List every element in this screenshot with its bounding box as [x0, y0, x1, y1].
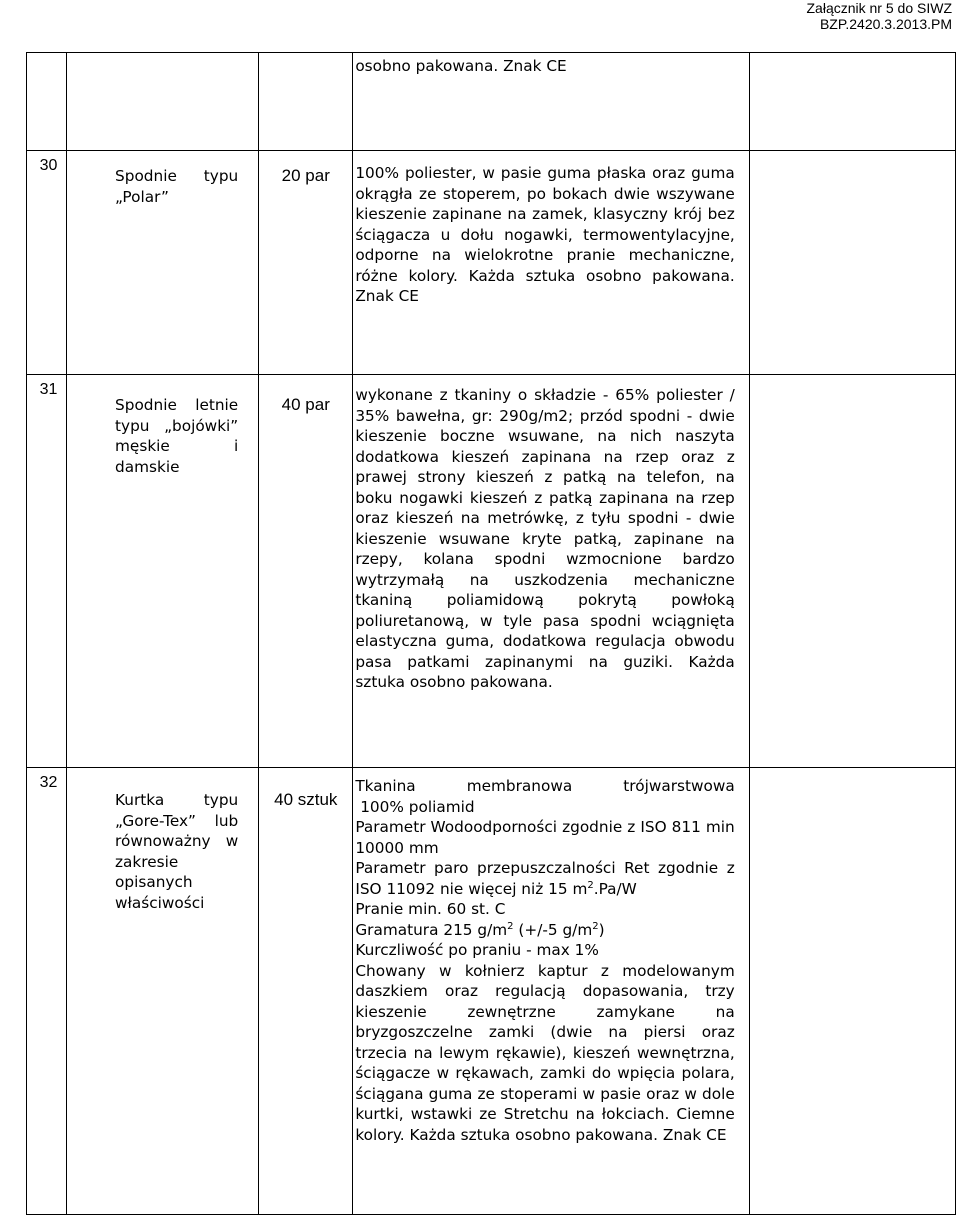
description-line: Parametr Wodoodporności zgodnie z ISO 811 min 10000 mm	[355, 818, 735, 857]
item-name: Spodnie typu „Polar”	[115, 167, 239, 206]
row-number-cell	[27, 53, 67, 151]
item-name-cell	[67, 151, 259, 375]
item-name: Kurtka typu „Gore-Tex” lub równoważny w zakresie opisanych właściwości	[115, 791, 239, 912]
item-quantity: 20 par	[281, 166, 330, 185]
item-name-cell	[67, 768, 259, 1215]
description-line: Gramatura 215 $g/m^2$ (+/-5 $g/m^2$)	[355, 920, 605, 939]
description-line: Kurczliwość po praniu - max 1%	[355, 941, 599, 959]
description-cell	[353, 768, 749, 1215]
table-row	[27, 53, 956, 151]
quantity-cell	[259, 53, 353, 151]
description-cell	[353, 375, 749, 768]
row-number-cell: 31	[27, 375, 67, 768]
item-description: osobno pakowana. Znak CE	[355, 57, 567, 75]
item-name-cell	[67, 375, 259, 768]
quantity-cell	[259, 375, 353, 768]
table-row	[27, 375, 956, 768]
description-line: Parametr paro przepuszczalności Ret zgodnie z ISO 11092 nie więcej niż 15 $m^2.Pa/W$	[355, 859, 735, 898]
description-cell	[353, 151, 749, 375]
item-quantity: 40 par	[281, 395, 330, 414]
empty-cell	[749, 53, 955, 151]
row-number-cell: 32	[27, 768, 67, 1215]
empty-cell	[749, 151, 955, 375]
description-line: Chowany w kołnierz kaptur z modelowanym daszkiem oraz regulacją dopasowania, trzy kieszenie zewnętrzne zamykane na bryzgoszczelne zamki (dwie na piersi oraz trzecia na lewym rękawie), kieszeń wewnętrzna, ściągacze w rękawach, zamki do wpięcia polara, ściągana guma ze stoperami w pasie oraz w dole kurtki, wstawki ze Stretchu na łokciach. Ciemne kolory. Każda sztuka osobno pakowana. Znak CE	[355, 961, 735, 1144]
description-line: Tkanina membranowa trójwarstwowa	[355, 777, 735, 795]
quantity-cell	[259, 151, 353, 375]
empty-cell	[749, 768, 955, 1215]
item-description: 100% poliester, w pasie guma płaska oraz guma okrągła ze stoperem, po bokach dwie wszywane kieszenie zapinane na zamek, klasyczny krój bez ściągacza u dołu nogawki, termowentylacyjne, odporne na wielokrotne pranie mechaniczne, różne kolory. Każda sztuka osobno pakowana. Znak CE	[355, 164, 735, 305]
specification-table	[26, 52, 956, 1215]
row-number-cell: 30	[27, 151, 67, 375]
empty-cell	[749, 375, 955, 768]
item-quantity: 40 sztuk	[274, 790, 338, 809]
table-row	[27, 151, 956, 375]
description-cell	[353, 53, 749, 151]
description-line: 100% poliamid	[355, 797, 475, 816]
quantity-cell	[259, 768, 353, 1215]
item-description: wykonane z tkaniny o składzie - 65% poliester / 35% bawełna, gr: 290g/m2; przód spodni - dwie kieszenie boczne wsuwane, na nich naszyta dodatkowa kieszeń zapinana na rzep oraz z prawej strony kieszeń z patką na telefon, na boku nogawki kieszeń z patką zapinana na rzep oraz kieszeń na metrówkę, z tyłu spodni - dwie kieszenie wsuwane kryte patką, zapinane na rzepy, kolana spodni wzmocnione bardzo wytrzymałą na uszkodzenia mechaniczne tkaniną poliamidową pokrytą powłoką poliuretanową, w tyle pasa spodni wciągnięta elastyczna guma, dodatkowa regulacja obwodu pasa patkami zapinanymi na guziki. Każda sztuka osobno pakowana.	[355, 386, 735, 691]
reference-number: BZP.2420.3.2013.PM	[819, 16, 952, 32]
document-header	[807, 0, 953, 32]
item-name: Spodnie letnie typu „bojówki” męskie i damskie	[115, 396, 239, 476]
description-line: Pranie min. 60 st. C	[355, 900, 506, 918]
item-description	[353, 768, 748, 1145]
annex-label: Załącznik nr 5 do SIWZ	[806, 0, 952, 16]
item-name-cell	[67, 53, 259, 151]
table-row	[27, 768, 956, 1215]
